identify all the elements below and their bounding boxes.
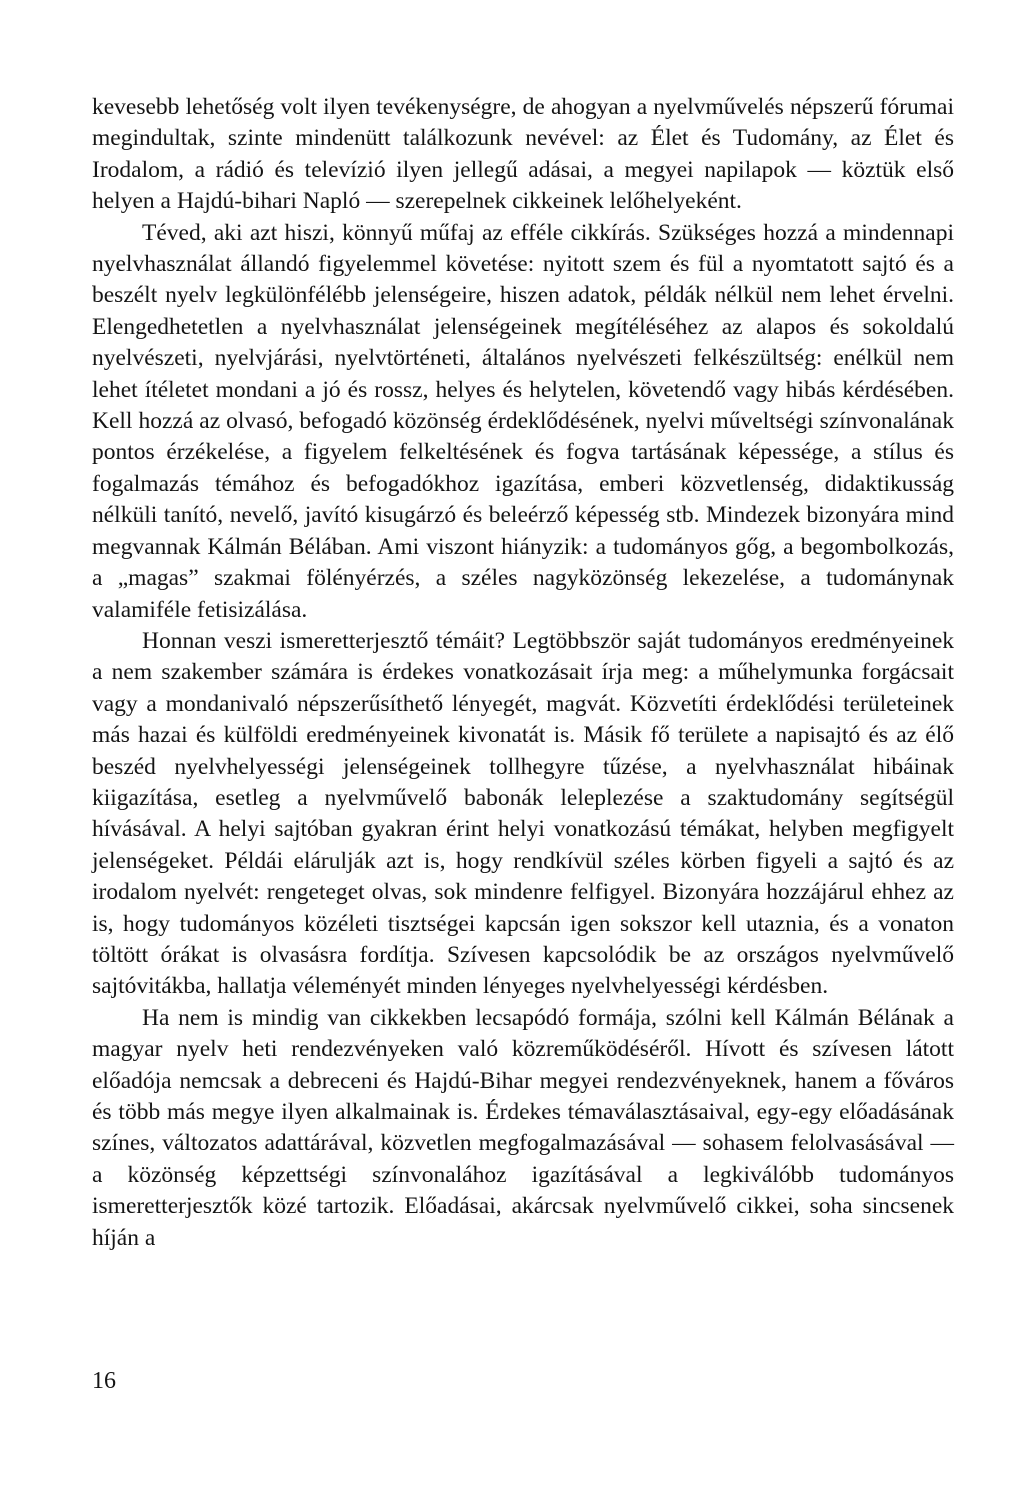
paragraph-2: Téved, aki azt hiszi, könnyű műfaj az efféle cikkírás. Szükséges hozzá a mindennapi nyelvhasználat állandó figyelemmel követése: nyitott szem és fül a nyomtatott sajtó és a beszélt nyelv legkülönfélébb jelenségeire, hiszen adatok, példák nélkül nem lehet érvelni. Elengedhetetlen a nyelvhasználat jelenségeinek megítéléséhez az alapos és sokoldalú nyelvészeti, nyelvjárási, nyelvtörténeti, általános nyelvészeti felkészültség: enélkül nem lehet ítéletet mondani a jó és rossz, helyes és helytelen, követendő vagy hibás kérdésében. Kell hozzá az olvasó, befogadó közönség érdeklődésének, nyelvi műveltségi színvonalának pontos érzékelése, a figyelem felkeltésének és fogva tartásának képessége, a stílus és fogalmazás témához és befogadókhoz igazítása, emberi közvetlenség, didaktikusság nélküli tanító, nevelő, javító kisugárzó és beleérző képesség stb. Mindezek bizonyára mind megvannak Kálmán Bélában. Ami viszont hiányzik: a tudományos gőg, a begombolkozás, a „magas” szakmai fölényérzés, a széles nagyközönség lekezelése, a tudománynak valamiféle fetisizálása.	[92, 219, 954, 623]
paragraph-3: Honnan veszi ismeretterjesztő témáit? Legtöbbször saját tudományos eredményeinek a nem szakember számára is érdekes vonatkozásait írja meg: a műhelymunka forgácsait vagy a mondanivaló népszerűsíthető lényegét, magvát. Közvetíti érdeklődési területeinek más hazai és külföldi eredményeinek kivonatát is. Másik fő területe a napisajtó és az élő beszéd nyelvhelyességi jelenségeinek tollhegyre tűzése, a nyelvhasználat hibáinak kiigazítása, esetleg a nyelvművelő babonák leleplezése a szaktudomány segítségül hívásával. A helyi sajtóban gyakran érint helyi vonatkozású témákat, helyben megfigyelt jelenségeket. Példái elárulják azt is, hogy rendkívül széles körben figyeli a sajtó és az irodalom nyelvét: rengeteget olvas, sok mindenre felfigyel. Bizonyára hozzájárul ehhez az is, hogy tudományos közéleti tisztségei kapcsán igen sokszor kell utaznia, és a vonaton töltött órákat is olvasásra fordítja. Szívesen kapcsolódik be az országos nyelvművelő sajtóvitákba, hallatja véleményét minden lényeges nyelvhelyességi kérdésben.	[92, 627, 954, 1000]
paragraph-4: Ha nem is mindig van cikkekben lecsapódó formája, szólni kell Kálmán Bélának a magyar nyelv heti rendezvényeken való közreműködéséről. Hívott és szívesen látott előadója nemcsak a debreceni és Hajdú-Bihar megyei rendezvényeknek, hanem a főváros és több más megye ilyen alkalmainak is. Érdekes témaválasztásaival, egy-egy előadásának színes, változatos adattárával, közvetlen megfogalmazásával — sohasem felolvasásával — a közönség képzettségi színvonalához igazításával a legkiválóbb tudományos ismeretterjesztők közé tartozik. Előadásai, akárcsak nyelvművelő cikkei, soha sincsenek híján a	[92, 1004, 954, 1251]
page-number: 16	[92, 1368, 116, 1394]
paragraph-1: kevesebb lehetőség volt ilyen tevékenységre, de ahogyan a nyelvművelés népszerű fórumai megindultak, szinte mindenütt találkozunk nevével: az Élet és Tudomány, az Élet és Irodalom, a rádió és televízió ilyen jellegű adásai, a megyei napilapok — köztük első helyen a Hajdú-bihari Napló — szerepelnek cikkeinek lelőhelyeként.	[92, 94, 954, 215]
page-body	[92, 92, 954, 1254]
